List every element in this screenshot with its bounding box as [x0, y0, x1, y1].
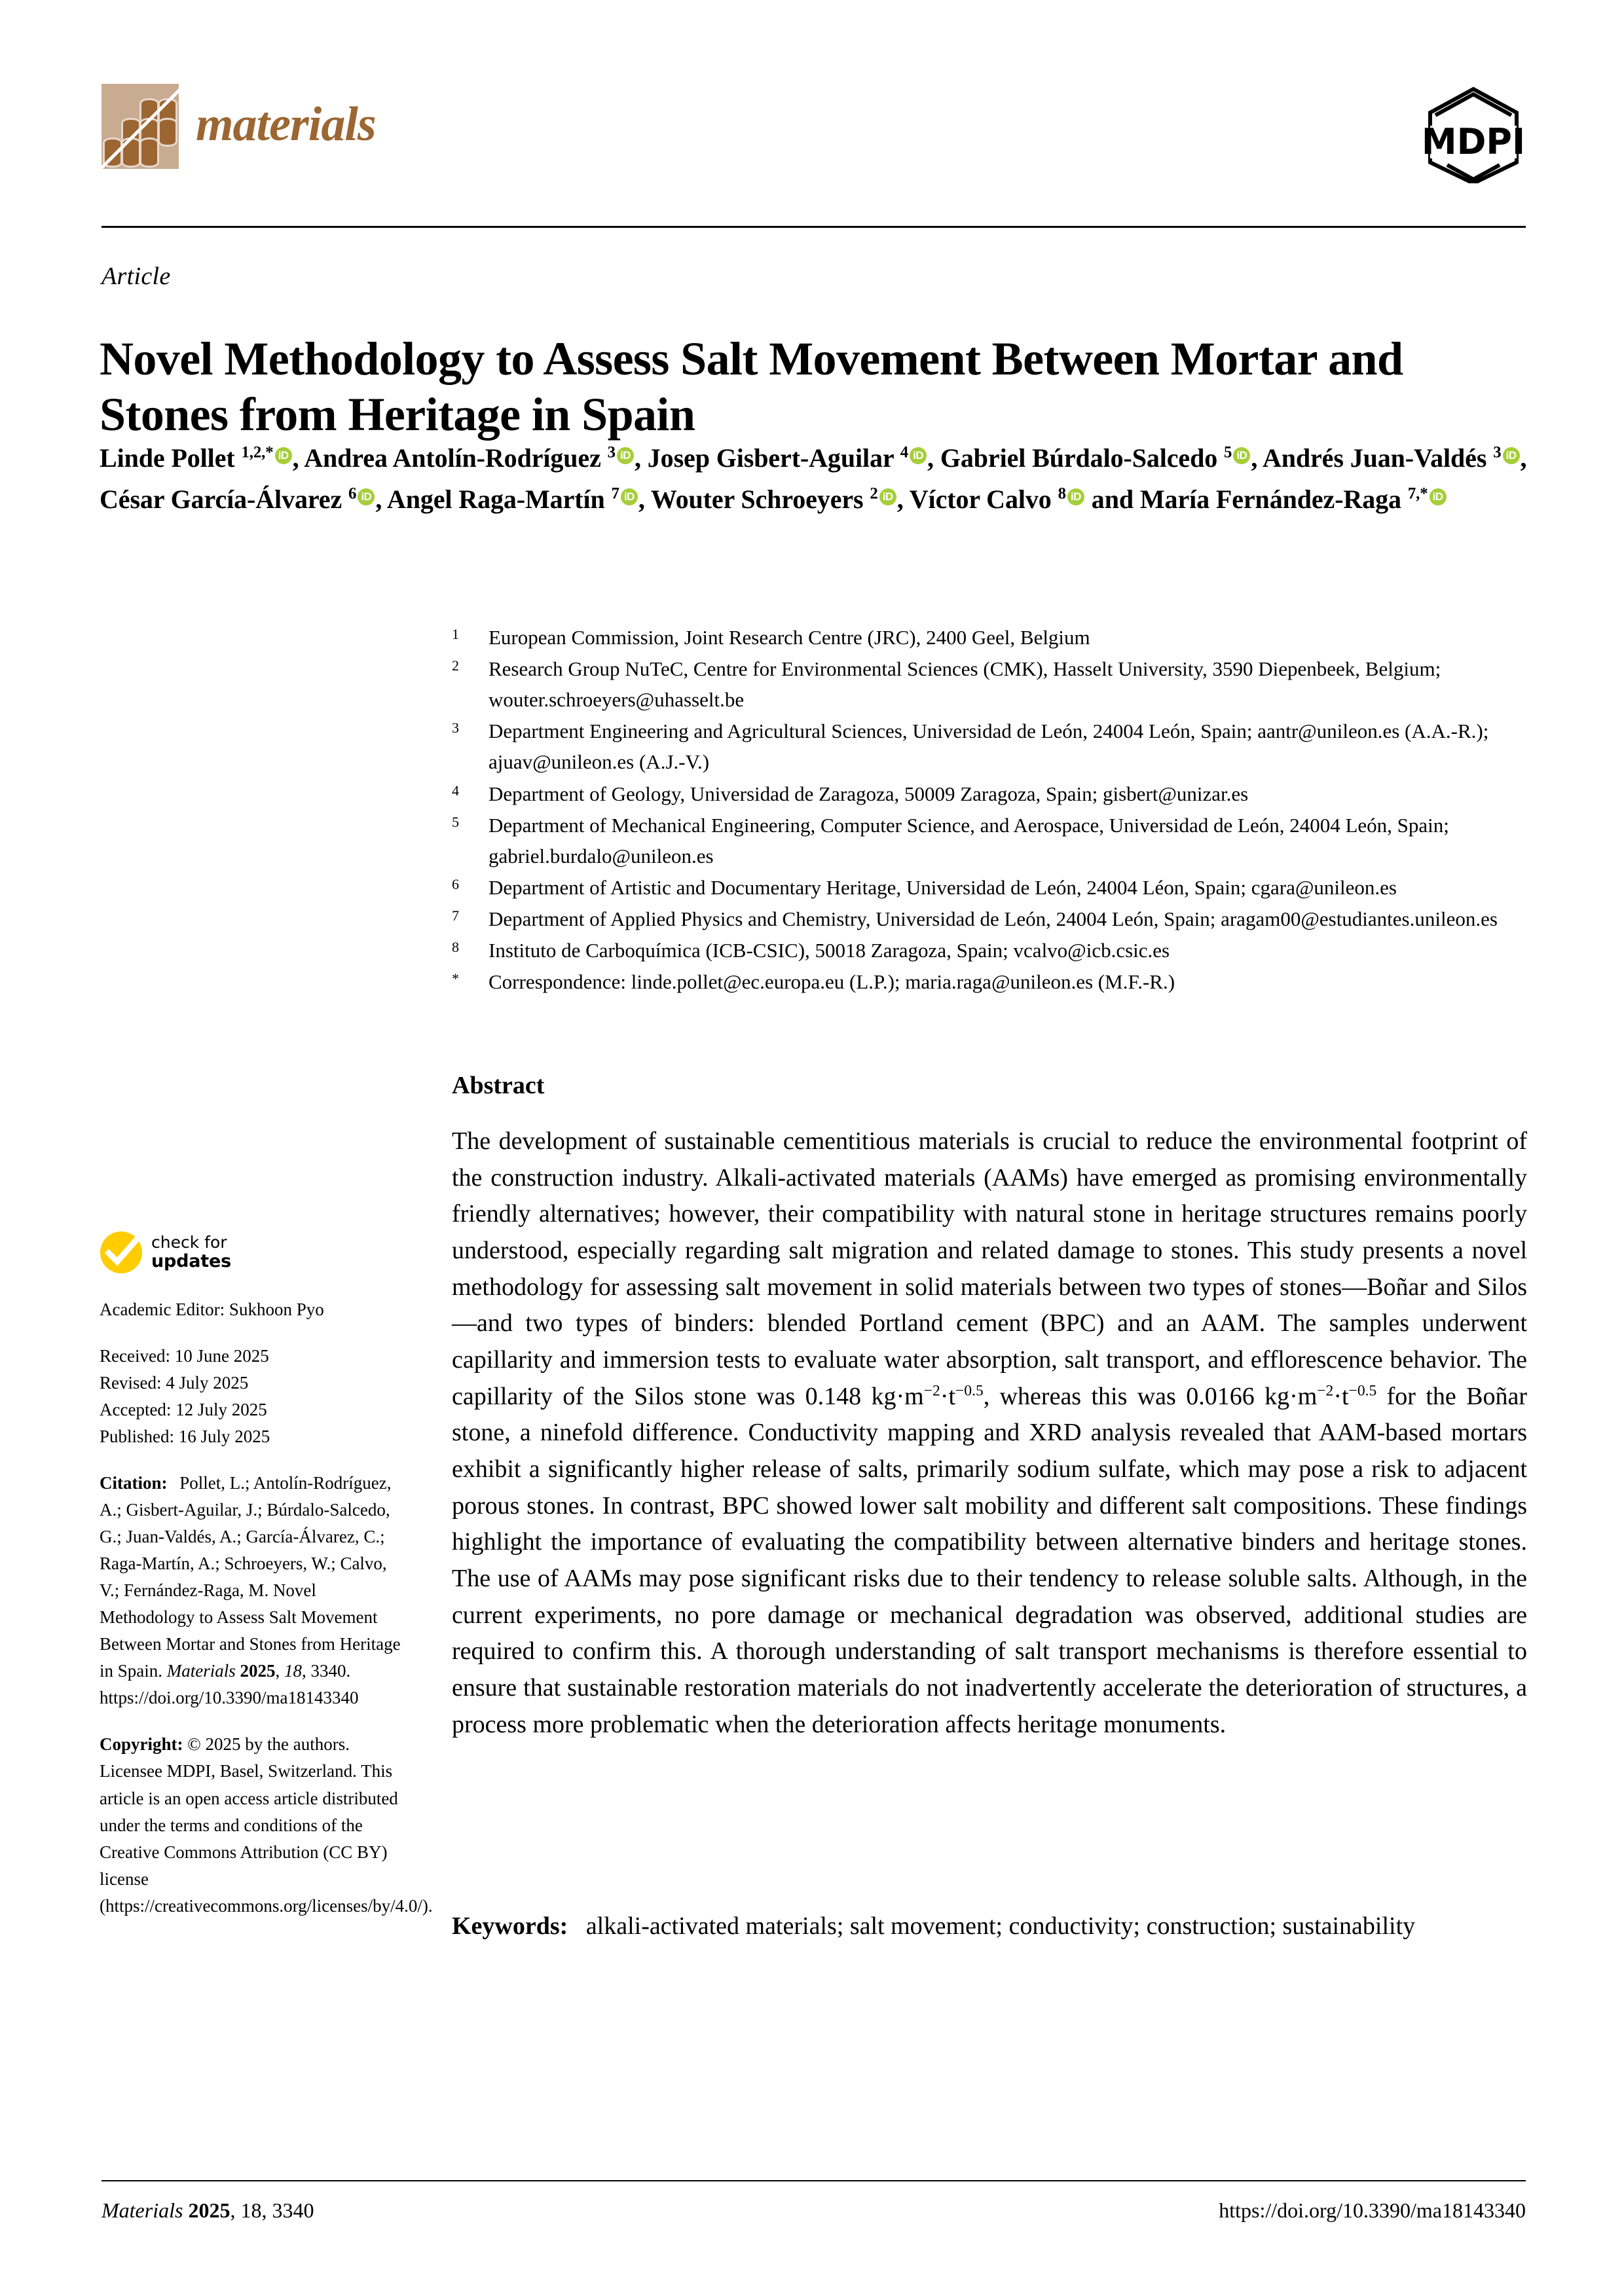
author-name: and María Fernández-Raga [1091, 484, 1408, 515]
footer-journal: Materials [101, 2198, 183, 2222]
mdpi-hexagon-logo-icon[interactable] [1421, 85, 1526, 183]
author-separator: , [1520, 443, 1527, 473]
orcid-icon[interactable]: iD [1233, 447, 1250, 464]
keywords-block [452, 1908, 1527, 1944]
author-separator: , [634, 443, 648, 473]
affiliation-row [452, 903, 1526, 934]
abstract-superscript: −2 [923, 1381, 940, 1399]
affiliation-row [452, 872, 1526, 903]
author-name: César García-Álvarez [100, 484, 349, 515]
abstract-segment: ·t [1333, 1382, 1349, 1410]
affiliation-row [452, 778, 1526, 809]
affiliation-number: 7 [452, 907, 459, 924]
author-name: Angel Raga-Martín [386, 484, 612, 515]
orcid-icon[interactable]: iD [910, 447, 927, 464]
author-separator: , [927, 443, 940, 473]
affiliation-row [452, 622, 1526, 653]
publication-date: Accepted: 12 July 2025 [100, 1400, 267, 1420]
author-name: Andrés Juan-Valdés [1262, 443, 1494, 473]
author-affiliation-marker: 5 [1224, 443, 1232, 462]
affiliation-text: Correspondence: linde.pollet@ec.europa.eu (L.P.); maria.raga@unileon.es (M.F.-R.) [489, 970, 1175, 994]
citation-doi[interactable]: https://doi.org/10.3390/ma18143340 [100, 1688, 359, 1708]
journal-logo[interactable] [101, 84, 376, 169]
affiliation-number: 2 [452, 657, 459, 674]
copyright-label: Copyright: [100, 1734, 183, 1755]
author-name: Linde Pollet [100, 443, 242, 473]
abstract-superscript: −0.5 [1348, 1381, 1377, 1399]
orcid-icon[interactable]: iD [1067, 488, 1084, 505]
affiliation-text: Instituto de Carboquímica (ICB-CSIC), 50018 Zaragoza, Spain; vcalvo@icb.csic.es [489, 939, 1170, 962]
author-name: Víctor Calvo [909, 484, 1058, 515]
orcid-icon[interactable]: iD [358, 488, 375, 505]
affiliation-list [452, 622, 1526, 998]
orcid-icon[interactable]: iD [1430, 488, 1447, 505]
svg-text:MDPI: MDPI [1421, 121, 1526, 162]
affiliation-number: 4 [452, 782, 459, 799]
affiliation-text: Department of Artistic and Documentary Heritage, Universidad de León, 24004 Léon, Spain; cgara@unileon.es [489, 875, 1397, 899]
copyright-text: © 2025 by the authors. Licensee MDPI, Basel, Switzerland. This article is an open access article distributed under the terms and conditions of the Creative Commons Attribution (CC BY) license (https://creativecommons.org/licenses/by/4.0/). [100, 1734, 433, 1916]
orcid-icon[interactable]: iD [617, 447, 634, 464]
affiliation-number: 6 [452, 875, 459, 892]
citation-year: 2025 [240, 1661, 276, 1681]
author-affiliation-marker: 3 [607, 443, 616, 462]
author-name: Josep Gisbert-Aguilar [647, 443, 900, 473]
author-list [100, 437, 1540, 520]
footer-rest: , 18, 3340 [230, 2198, 314, 2222]
affiliation-number: 1 [452, 626, 459, 642]
publication-date: Published: 16 July 2025 [100, 1427, 270, 1447]
author-separator [1085, 484, 1092, 514]
abstract-segment: for the Boñar stone, a ninefold difference. Conductivity mapping and XRD analysis revealed that AAM-based mortars exhibit a significantly higher release of salts, primarily sodium sulfate, which may pose a risk to adjacent porous stones. In contrast, BPC showed lower salt mobility and different salt compositions. These findings highlight the importance of evaluating the compatibility between alternative binders and heritage stones. The use of AAMs may pose significant risks due to their tendency to release soluble salts. Although, in the current experiments, no pore damage or mechanical degradation was observed, additional studies are required to confirm this. A thorough understanding of salt transport mechanisms is therefore essential to ensure that sustainable restoration materials do not inadvertently accelerate the deterioration of structures, a process more problematic when the deterioration affects heritage monuments. [452, 1382, 1527, 1738]
author-separator: , [375, 484, 387, 515]
affiliation-text: Department Engineering and Agricultural Sciences, Universidad de León, 24004 León, Spain; aantr@unileon.es (A.A.-R.); ajuav@unileon.es (A.J.-V.) [489, 720, 1489, 774]
abstract-superscript: −0.5 [955, 1381, 984, 1399]
affiliation-text: European Commission, Joint Research Centre (JRC), 2400 Geel, Belgium [489, 626, 1090, 649]
check-for-updates-badge[interactable] [100, 1231, 407, 1274]
author-affiliation-marker: 7,* [1407, 484, 1428, 503]
affiliation-text: Department of Geology, Universidad de Zaragoza, 50009 Zaragoza, Spain; gisbert@unizar.es [489, 782, 1249, 805]
abstract-segment: The development of sustainable cementitious materials is crucial to reduce the environmental footprint of the construction industry. Alkali-activated materials (AAMs) have emerged as promising environmentally friendly alternatives; however, their compatibility with natural stone in heritage structures remains poorly understood, especially regarding salt migration and related damage to stones. This study presents a novel methodology for assessing salt movement in solid materials between two types of stones—Boñar and Silos—and two types of binders: blended Portland cement (BPC) and an AAM. The samples underwent capillarity and immersion tests to evaluate water absorption, salt transport, and efflorescence behavior. The capillarity of the Silos stone was 0.148 kg·m [452, 1127, 1527, 1410]
publication-date: Revised: 4 July 2025 [100, 1373, 249, 1393]
author-name: Wouter Schroeyers [650, 484, 870, 515]
orcid-icon[interactable]: iD [879, 488, 896, 505]
affiliation-number: 8 [452, 939, 459, 956]
citation-label: Citation: [100, 1473, 168, 1493]
affiliation-number: 5 [452, 813, 459, 830]
citation-article: 3340. [310, 1661, 351, 1681]
affiliation-row [452, 966, 1526, 997]
affiliation-row [452, 653, 1526, 715]
affiliation-text: Department of Applied Physics and Chemistry, Universidad de León, 24004 León, Spain; aragam00@estudiantes.unileon.es [489, 907, 1498, 930]
orcid-icon[interactable]: iD [275, 447, 292, 464]
author-name: Andrea Antolín-Rodríguez [304, 443, 608, 473]
publication-dates [100, 1343, 407, 1450]
check-updates-line1: check for [151, 1232, 227, 1252]
footer-citation [101, 2198, 314, 2223]
author-affiliation-marker: 3 [1493, 443, 1502, 462]
author-separator: , [1251, 443, 1263, 473]
academic-editor-text: Academic Editor: Sukhoon Pyo [100, 1300, 324, 1319]
orcid-icon[interactable]: iD [1503, 447, 1520, 464]
author-separator: , [292, 443, 304, 473]
affiliation-row [452, 716, 1526, 777]
author-separator: , [896, 484, 910, 515]
check-mark-badge-icon [100, 1231, 143, 1274]
author-separator: , [638, 484, 651, 515]
citation-authors: Pollet, L.; Antolín-Rodríguez, A.; Gisbert-Aguilar, J.; Búrdalo-Salcedo, G.; Juan-Valdés, A.; García-Álvarez, C.; Raga-Martín, A.; Schroeyers, W.; Calvo, V.; Fernández-Raga, M. Novel Methodology to Assess Salt Movement Between Mortar and Stones from Heritage in Spain. [100, 1473, 401, 1681]
citation-volume: 18 [284, 1661, 303, 1681]
abstract-segment: , whereas this was 0.0166 kg·m [983, 1382, 1318, 1410]
keywords-label: Keywords: [452, 1912, 568, 1940]
footer-doi-link[interactable]: https://doi.org/10.3390/ma18143340 [1219, 2198, 1526, 2222]
affiliation-text: Department of Mechanical Engineering, Computer Science, and Aerospace, Universidad de León, 24004 León, Spain; gabriel.burdalo@unileon.es [489, 813, 1449, 867]
affiliation-row [452, 810, 1526, 871]
author-affiliation-marker: 2 [870, 484, 878, 503]
page-title: Novel Methodology to Assess Salt Movement Between Mortar and Stones from Heritage in Spain [100, 333, 1403, 441]
sidebar-metadata [100, 1231, 433, 1939]
author-affiliation-marker: 7 [611, 484, 619, 503]
header-divider [101, 226, 1526, 228]
author-affiliation-marker: 4 [900, 443, 909, 462]
citation-block [100, 1470, 407, 1711]
masthead [101, 72, 1526, 196]
author-affiliation-marker: 1,2,* [241, 443, 274, 462]
affiliation-number: 3 [452, 720, 459, 737]
author-name: Gabriel Búrdalo-Salcedo [940, 443, 1225, 473]
keywords-text: alkali-activated materials; salt movement; conductivity; construction; sustainability [585, 1912, 1416, 1940]
affiliation-row [452, 935, 1526, 966]
academic-editor [100, 1296, 407, 1323]
abstract-heading: Abstract [452, 1072, 545, 1099]
article-type-label: Article [101, 263, 171, 290]
abstract-text [452, 1123, 1527, 1743]
journal-name: materials [196, 98, 376, 151]
footer-divider [101, 2180, 1526, 2181]
citation-journal: Materials [166, 1661, 236, 1681]
citation-volume-sep: , [275, 1661, 285, 1681]
publication-date: Received: 10 June 2025 [100, 1346, 269, 1366]
check-updates-line2: updates [151, 1250, 231, 1271]
citation-article-sep: , [302, 1661, 311, 1681]
author-affiliation-marker: 8 [1058, 484, 1066, 503]
author-affiliation-marker: 6 [348, 484, 357, 503]
orcid-icon[interactable]: iD [621, 488, 638, 505]
materials-journal-logo-icon [101, 84, 179, 169]
affiliation-text: Research Group NuTeC, Centre for Environmental Sciences (CMK), Hasselt University, 3590 Diepenbeek, Belgium; wouter.schroeyers@uhasselt.be [489, 657, 1441, 712]
abstract-superscript: −2 [1317, 1381, 1334, 1399]
copyright-block [100, 1731, 433, 1919]
affiliation-number: * [452, 970, 459, 987]
footer-year: 2025 [188, 2198, 231, 2222]
abstract-segment: ·t [940, 1382, 956, 1410]
